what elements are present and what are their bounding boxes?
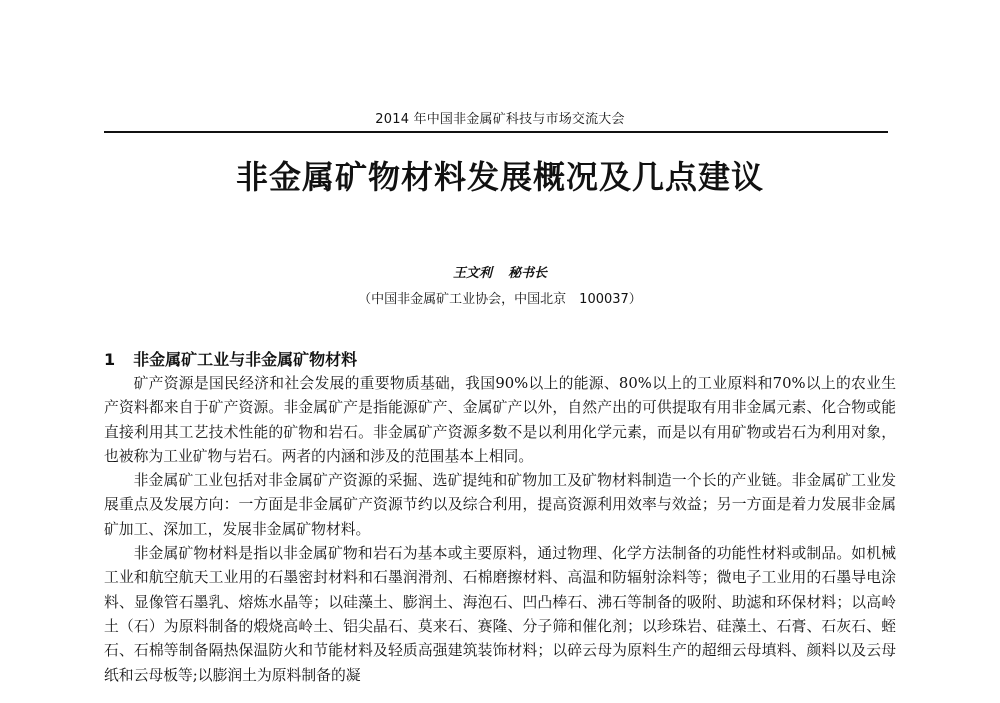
section-title: 非金属矿工业与非金属矿物材料	[133, 350, 358, 369]
conference-header: 2014 年中国非金属矿科技与市场交流大会	[375, 112, 625, 127]
paper-title: 非金属矿物材料发展概况及几点建议	[235, 158, 764, 196]
section-number: 1	[104, 350, 116, 369]
author-title: 秘书长	[508, 266, 548, 281]
author-name: 王文利	[452, 266, 492, 281]
paragraph: 非金属矿物材料是指以非金属矿物和岩石为基本或主要原料，通过物理、化学方法制备的功能性材料或制品。如机械工业和航空航天工业用的石墨密封材料和石墨润滑剂、石棉磨擦材料、高温和防辐射涂料等；微电子工业用的石墨导电涂料、显像管石墨乳、熔炼水晶等；以硅藻土、膨润土、海泡石、凹凸棒石、沸石等制备的吸附、助滤和环保材料；以高岭土（石）为原料制备的煅烧高岭土、铝尖晶石、莫来石、赛隆、分子筛和催化剂；以珍珠岩、硅藻土、石膏、石灰石、蛭石、石棉等制备隔热保温防火和节能材料及轻质高强建筑装饰材料；以碎云母为原料生产的超细云母填料、颜料以及云母纸和云母板等;以膨润土为原料制备的凝	[104, 545, 896, 684]
header-rule	[104, 131, 888, 133]
affiliation: （中国非金属矿工业协会，中国北京 100037）	[358, 292, 642, 307]
section-body	[104, 372, 896, 688]
section-heading	[104, 347, 894, 370]
paragraph: 矿产资源是国民经济和社会发展的重要物质基础，我国90%以上的能源、80%以上的工业原料和70%以上的农业生产资料都来自于矿产资源。非金属矿产是指能源矿产、金属矿产以外，自然产出的可供提取有用非金属元素、化合物或能直接利用其工艺技术性能的矿物和岩石。非金属矿产资源多数不是以利用化学元素，而是以有用矿物或岩石为利用对象，也被称为工业矿物与岩石。两者的内涵和涉及的范围基本上相同。	[104, 375, 896, 465]
paragraph: 非金属矿工业包括对非金属矿产资源的采掘、选矿提纯和矿物加工及矿物材料制造一个长的产业链。非金属矿工业发展重点及发展方向：一方面是非金属矿产资源节约以及综合利用，提高资源利用效率与效益；另一方面是着力发展非金属矿加工、深加工，发展非金属矿物材料。	[104, 472, 896, 538]
author-line	[0, 262, 1000, 281]
